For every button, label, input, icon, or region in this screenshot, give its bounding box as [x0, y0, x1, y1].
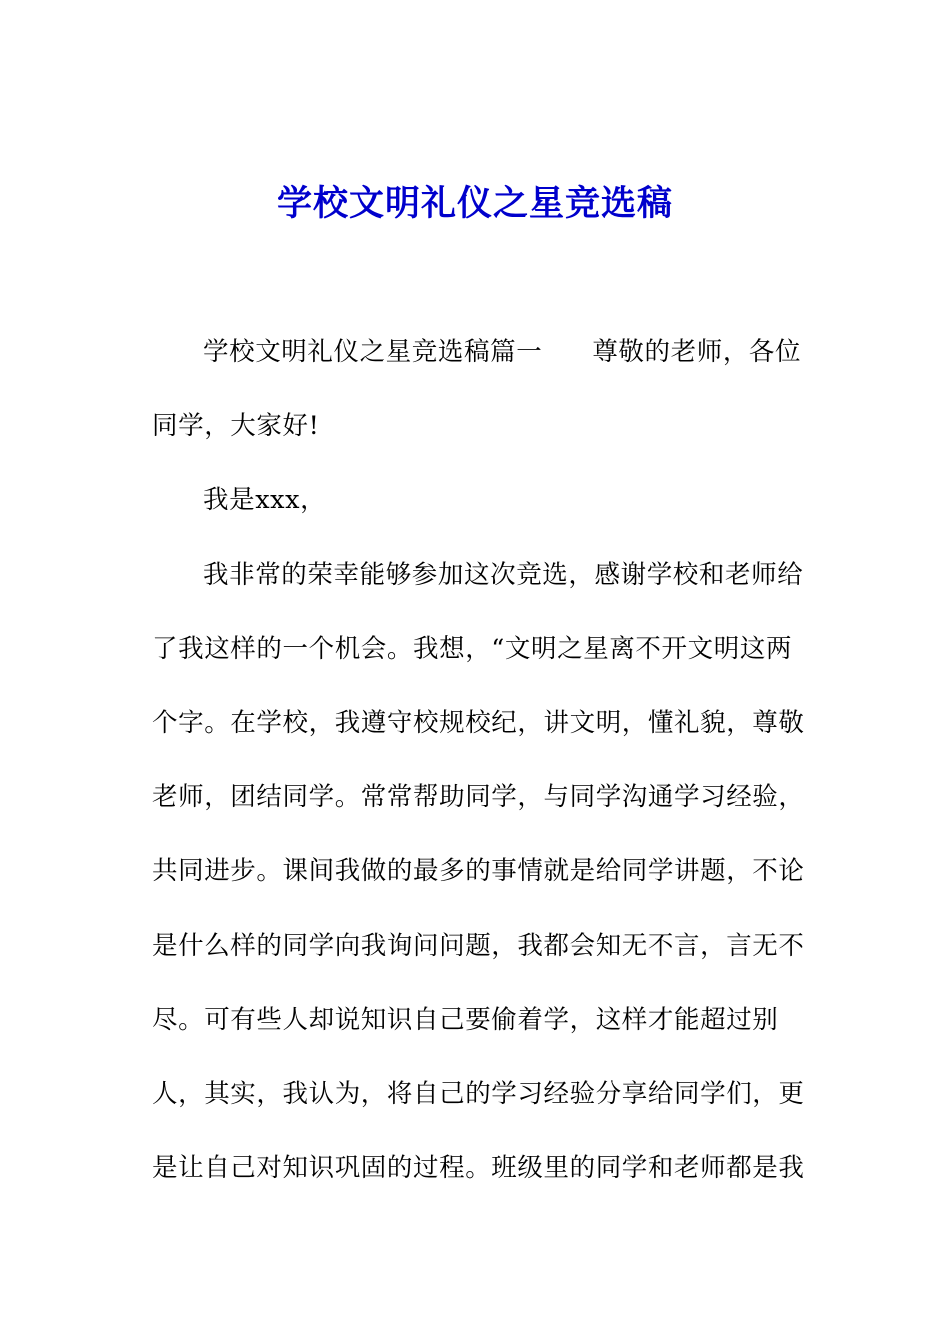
paragraph-line: 了我这样的一个机会。我想，“文明之星离不开文明这两: [152, 633, 793, 664]
greeting-text: 尊敬的老师，各位: [592, 337, 802, 367]
paragraph-line: [152, 326, 802, 400]
paragraph-line: 共同进步。课间我做的最多的事情就是给同学讲题，不论: [152, 856, 805, 887]
paragraph-line: 个字。在学校，我遵守校规校纪，讲文明，懂礼貌，尊敬: [152, 707, 805, 738]
paragraph-line: 是什么样的同学向我询问问题，我都会知无不言，言无不: [152, 930, 805, 961]
paragraph-line: 人，其实，我认为，将自己的学习经验分享给同学们，更: [152, 1078, 805, 1109]
paragraph-line: 我非常的荣幸能够参加这次竞选，感谢学校和老师给: [203, 559, 804, 590]
document-title: 学校文明礼仪之星竞选稿: [276, 183, 673, 224]
section-heading: 学校文明礼仪之星竞选稿篇一: [203, 337, 543, 367]
paragraph-line: 我是xxx，: [203, 485, 327, 516]
paragraph-line: 是让自己对知识巩固的过程。班级里的同学和老师都是我: [152, 1153, 805, 1184]
paragraph-line: 同学，大家好!: [152, 411, 320, 442]
paragraph-line: 尽。可有些人却说知识自己要偷着学，这样才能超过别: [152, 1004, 779, 1035]
paragraph-line: 老师，团结同学。常常帮助同学，与同学沟通学习经验，: [152, 782, 805, 813]
document-body: [152, 326, 805, 1216]
